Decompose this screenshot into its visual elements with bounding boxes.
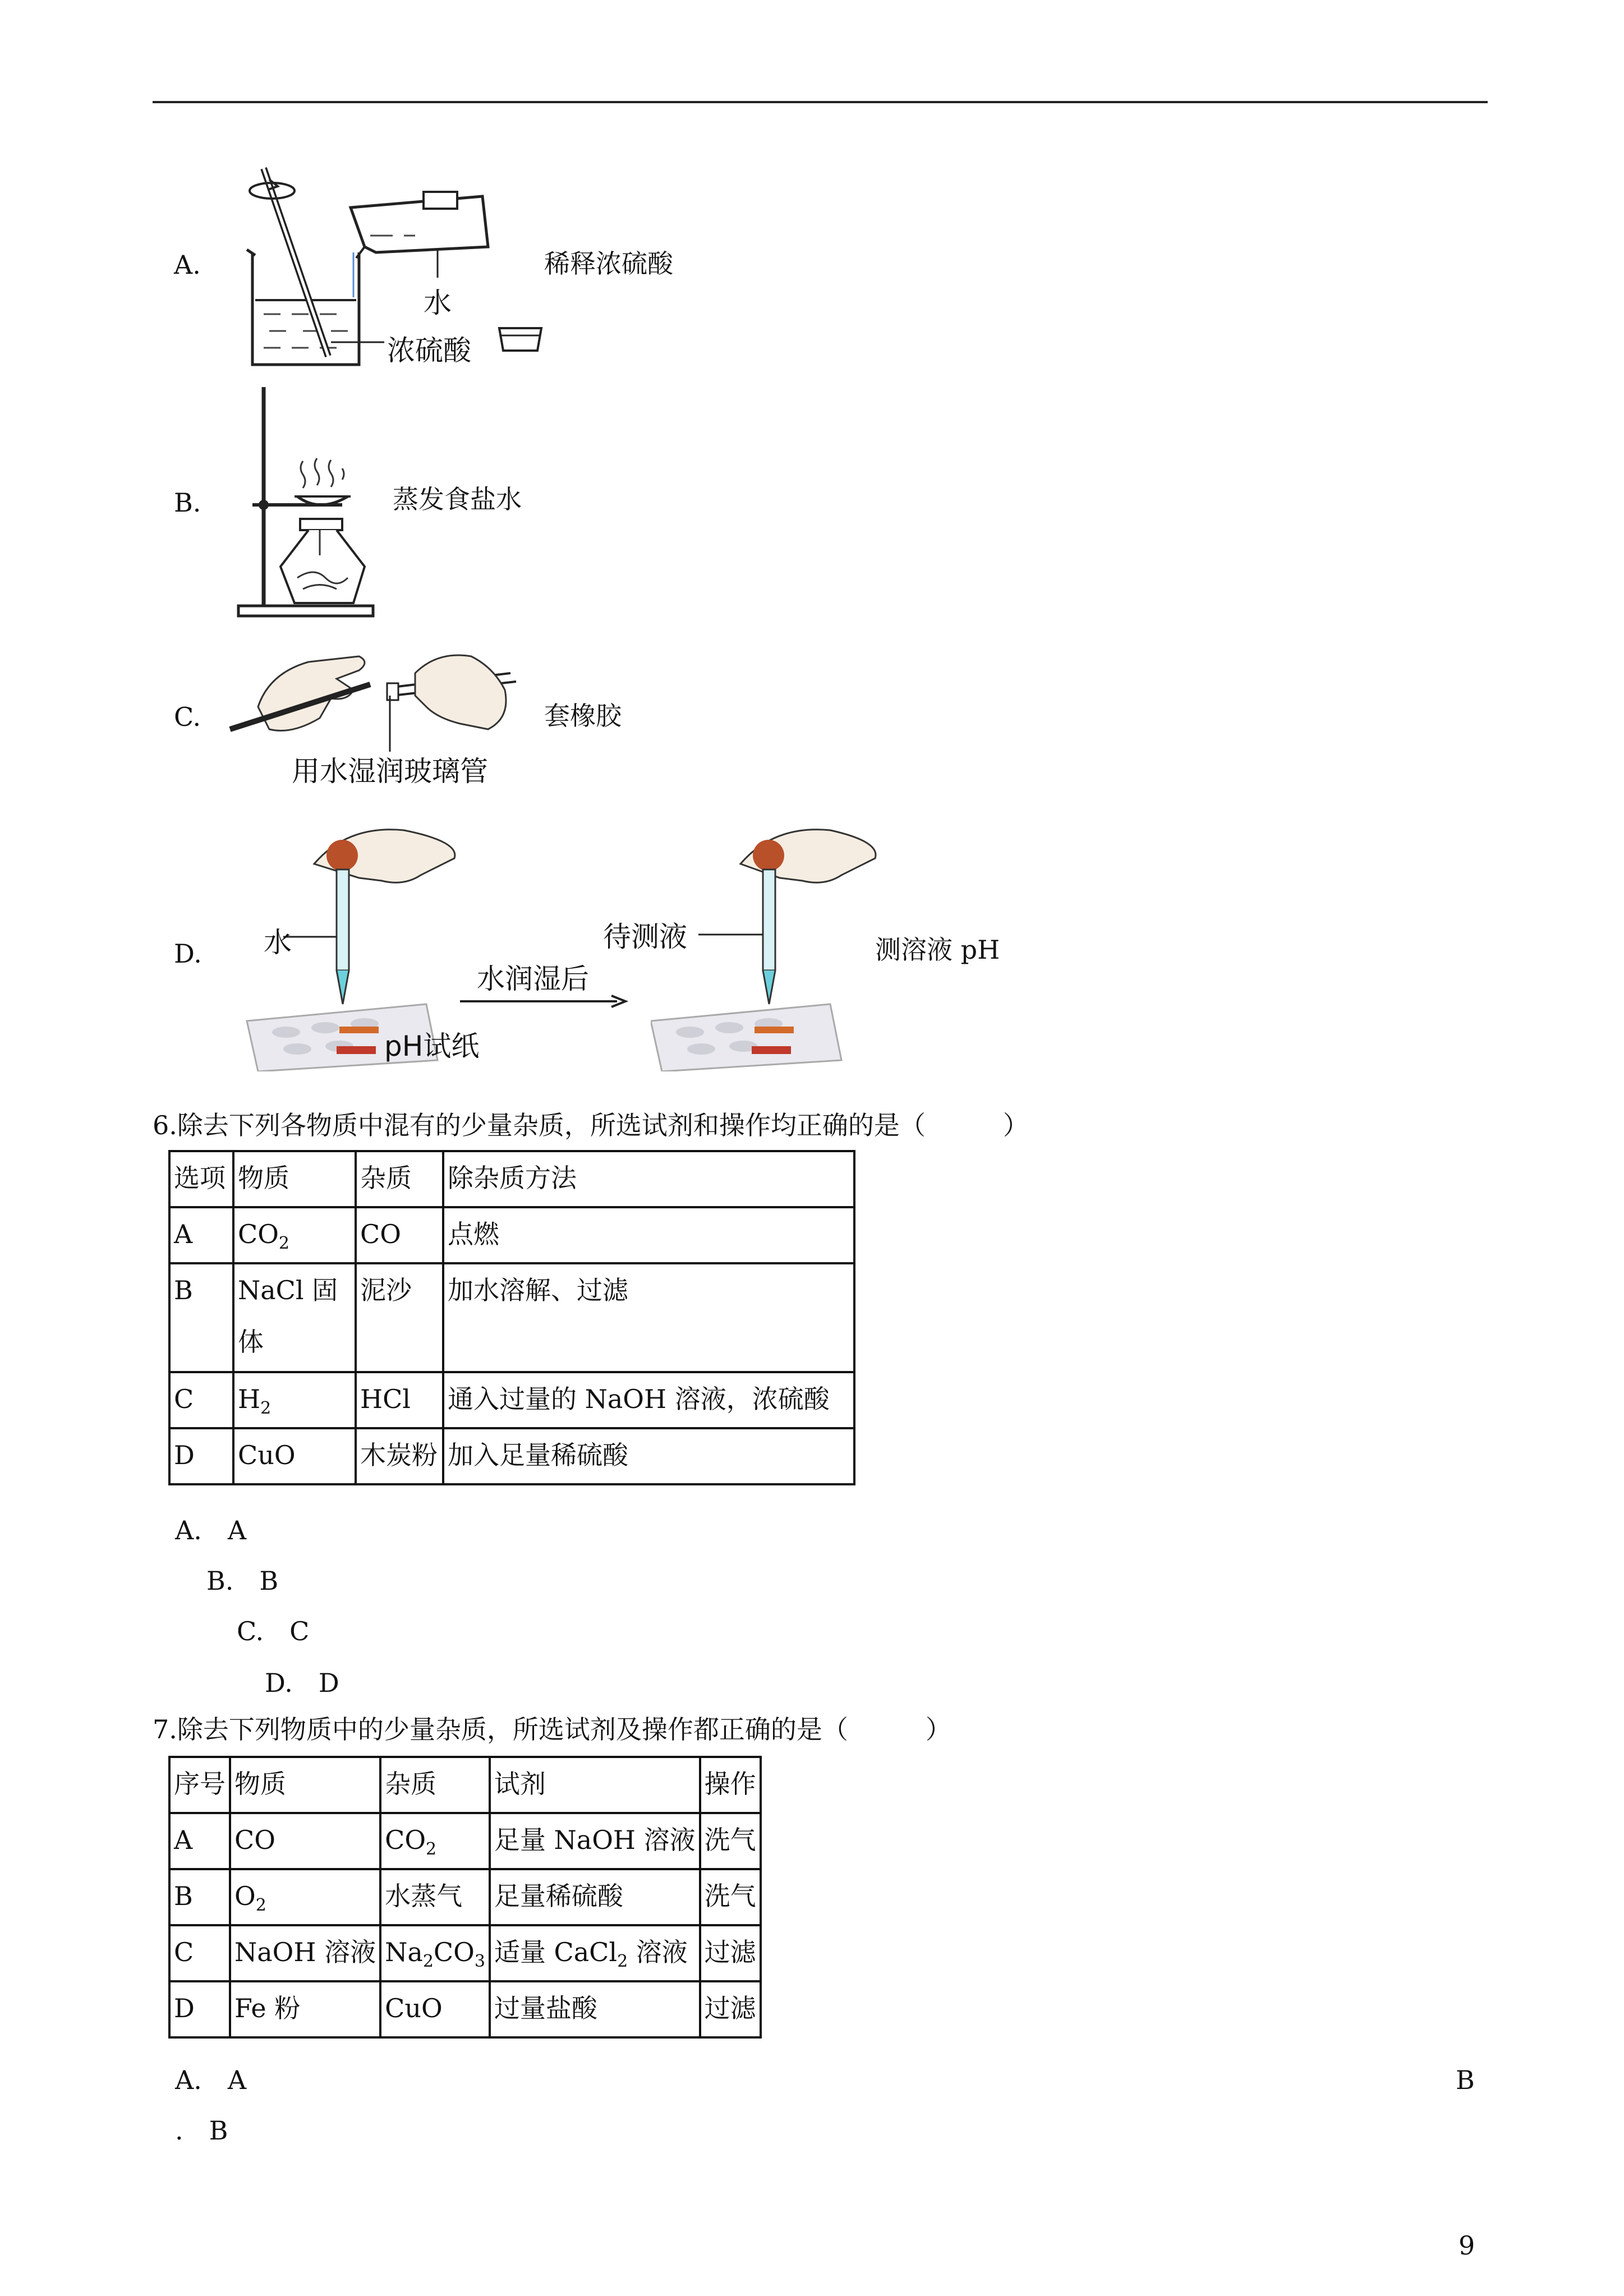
label-conc-acid: 浓硫酸 bbox=[387, 334, 471, 367]
table-cell: 试剂 bbox=[490, 1757, 700, 1813]
table-cell: 序号 bbox=[169, 1757, 230, 1813]
table-cell: CuO bbox=[233, 1428, 356, 1484]
q7-choice-b: . B bbox=[175, 2115, 228, 2146]
table-cell: 过量盐酸 bbox=[490, 1981, 700, 2037]
table-cell: 足量稀硫酸 bbox=[490, 1869, 700, 1925]
table-cell: 木炭粉 bbox=[356, 1428, 443, 1484]
table-cell: B bbox=[169, 1263, 233, 1372]
table-row bbox=[169, 1925, 761, 1981]
table-cell: Fe 粉 bbox=[230, 1981, 380, 2037]
table-cell: 通入过量的 NaOH 溶液，浓硫酸 bbox=[443, 1372, 854, 1428]
label-ph-paper: pH试纸 bbox=[384, 1030, 480, 1062]
table-row bbox=[169, 1757, 761, 1813]
table-cell: C bbox=[169, 1925, 230, 1981]
table-row bbox=[169, 1813, 761, 1869]
option-c-caption: 套橡胶 bbox=[544, 701, 622, 731]
q7-table bbox=[168, 1756, 762, 2039]
table-cell: A bbox=[169, 1813, 230, 1869]
option-c-letter: C. bbox=[174, 702, 201, 732]
q6-choice-b: B. B bbox=[206, 1566, 279, 1596]
table-cell: 过滤 bbox=[700, 1925, 761, 1981]
label-water: 水 bbox=[424, 287, 452, 319]
table-cell: D bbox=[169, 1428, 233, 1484]
table-row bbox=[169, 1263, 854, 1372]
q6-stem: 6.除去下列各物质中混有的少量杂质，所选试剂和操作均正确的是（ ） bbox=[153, 1110, 1029, 1140]
figure-evaporate bbox=[230, 387, 398, 623]
option-d-letter: D. bbox=[174, 938, 202, 969]
table-cell: 物质 bbox=[230, 1757, 380, 1813]
table-cell: CO bbox=[230, 1813, 380, 1869]
table-row bbox=[169, 1869, 761, 1925]
option-b-letter: B. bbox=[174, 487, 201, 518]
q7-choice-a: A. A bbox=[175, 2065, 247, 2095]
table-cell: NaOH 溶液 bbox=[230, 1925, 380, 1981]
q7-stem: 7.除去下列物质中的少量杂质，所选试剂及操作都正确的是（ ） bbox=[153, 1714, 951, 1745]
q6-table bbox=[168, 1150, 855, 1485]
table-cell: 点燃 bbox=[443, 1207, 854, 1263]
label-water-d: 水 bbox=[264, 926, 292, 959]
table-cell: $CO_2$ bbox=[233, 1207, 356, 1263]
label-wet-tube: 用水湿润玻璃管 bbox=[292, 755, 488, 788]
table-row bbox=[169, 1981, 761, 2037]
table-cell: $O_2$ bbox=[230, 1869, 380, 1925]
figure-rubber-tube bbox=[224, 639, 539, 752]
option-a-letter: A. bbox=[174, 250, 201, 280]
q7-choice-b-letter: B bbox=[1456, 2065, 1475, 2095]
table-cell: CuO bbox=[380, 1981, 490, 2037]
table-cell: 加入足量稀硫酸 bbox=[443, 1428, 854, 1484]
page-number: 9 bbox=[1459, 2230, 1475, 2261]
table-cell: D bbox=[169, 1981, 230, 2037]
table-cell: $Na_2CO_3$ bbox=[380, 1925, 490, 1981]
arrow-icon bbox=[460, 993, 628, 1010]
q6-choice-a: A. A bbox=[175, 1515, 247, 1545]
table-cell: 适量 CaCl$_2$ 溶液 bbox=[490, 1925, 700, 1981]
option-b-caption: 蒸发食盐水 bbox=[393, 484, 522, 514]
figure-ph-test-right bbox=[651, 825, 886, 1071]
table-cell: 物质 bbox=[233, 1151, 356, 1207]
table-cell: B bbox=[169, 1869, 230, 1925]
table-row bbox=[169, 1372, 854, 1428]
table-cell: $CO_2$ bbox=[380, 1813, 490, 1869]
label-sample: 待测液 bbox=[603, 921, 687, 953]
table-cell: 杂质 bbox=[380, 1757, 490, 1813]
option-d-caption: 测溶液 pH bbox=[875, 935, 1000, 965]
table-cell: 操作 bbox=[700, 1757, 761, 1813]
q6-choice-c: C. C bbox=[237, 1616, 310, 1646]
table-cell: 过滤 bbox=[700, 1981, 761, 2037]
table-cell: 洗气 bbox=[700, 1813, 761, 1869]
table-cell: NaCl 固 体 bbox=[233, 1263, 356, 1372]
option-a-caption: 稀释浓硫酸 bbox=[544, 249, 673, 279]
table-cell: 水蒸气 bbox=[380, 1869, 490, 1925]
table-cell: 足量 NaOH 溶液 bbox=[490, 1813, 700, 1869]
table-cell: A bbox=[169, 1207, 233, 1263]
table-cell: 杂质 bbox=[356, 1151, 443, 1207]
table-cell: C bbox=[169, 1372, 233, 1428]
label-arrow-text: 水润湿后 bbox=[477, 963, 589, 995]
table-row bbox=[169, 1428, 854, 1484]
table-cell: 泥沙 bbox=[356, 1263, 443, 1372]
header-rule bbox=[153, 101, 1488, 103]
table-row bbox=[169, 1207, 854, 1263]
table-row bbox=[169, 1151, 854, 1207]
table-cell: 除杂质方法 bbox=[443, 1151, 854, 1207]
table-cell: HCl bbox=[356, 1372, 443, 1428]
table-cell: 加水溶解、过滤 bbox=[443, 1263, 854, 1372]
q6-choice-d: D. D bbox=[265, 1668, 339, 1698]
table-cell: $H_2$ bbox=[233, 1372, 356, 1428]
table-cell: 选项 bbox=[169, 1151, 233, 1207]
table-cell: CO bbox=[356, 1207, 443, 1263]
table-cell: 洗气 bbox=[700, 1869, 761, 1925]
